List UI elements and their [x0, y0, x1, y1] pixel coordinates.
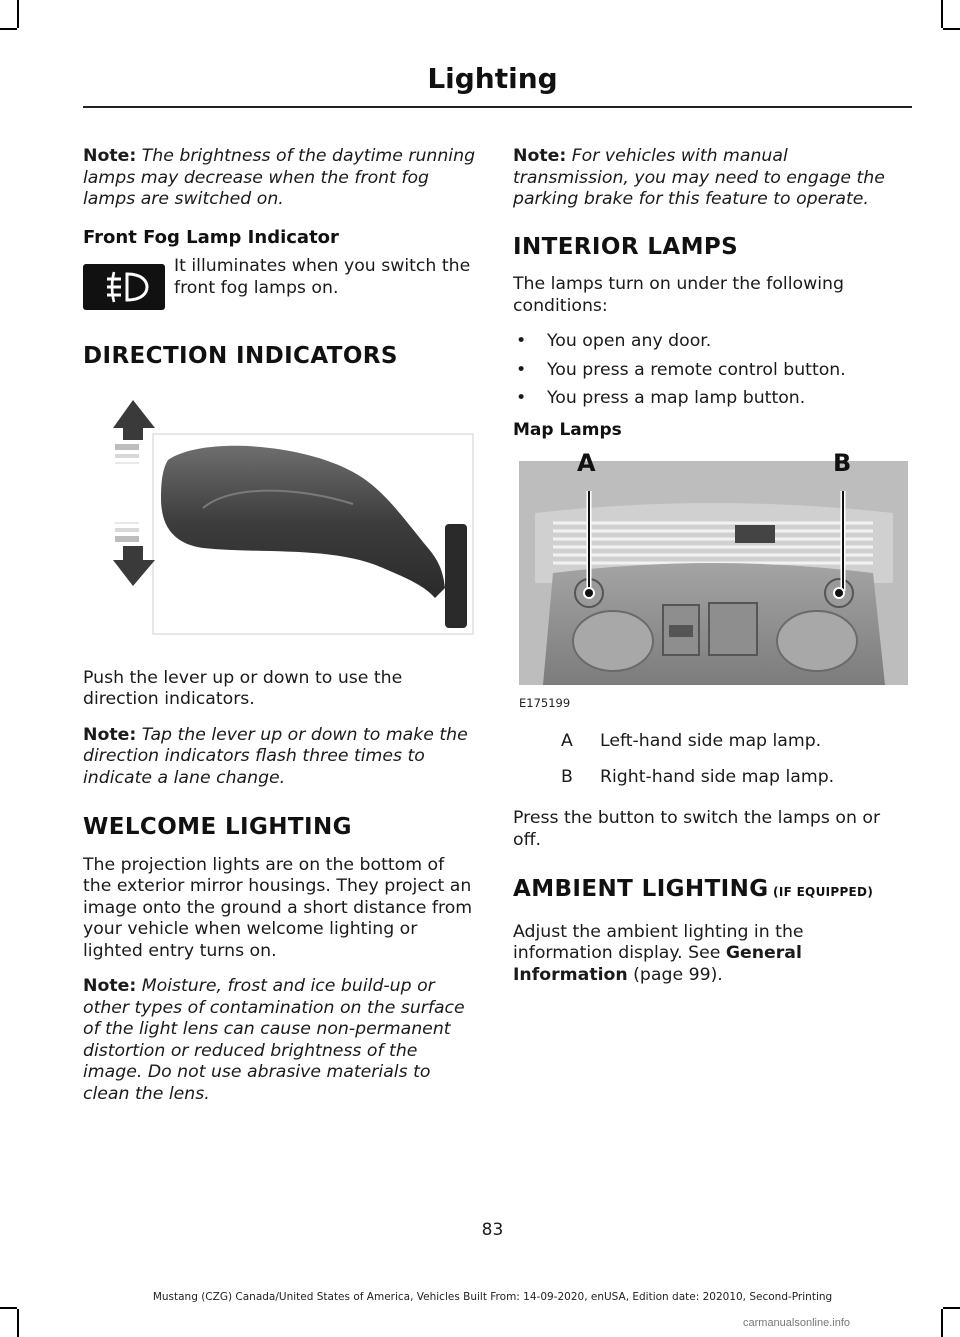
- interior-text: The lamps turn on under the following conditions:: [513, 274, 844, 316]
- crop-mark: [17, 0, 19, 28]
- note-daytime-lamps: Note: The brightness of the daytime running lamps may decrease when the front fog lamps are switched on.: [83, 146, 476, 209]
- crop-mark: [943, 1307, 960, 1309]
- figure-code: E175199: [519, 696, 571, 710]
- crop-mark: [941, 0, 943, 28]
- map-lamp-figure: [513, 449, 908, 713]
- press-text: Press the button to switch the lamps on or off.: [513, 808, 881, 850]
- conditions-list: [513, 331, 908, 410]
- crop-mark: [17, 1309, 19, 1337]
- page-number: 83: [481, 1220, 504, 1240]
- interior-lamps-heading: INTERIOR LAMPS: [513, 233, 739, 260]
- right-column: [513, 146, 908, 1000]
- front-fog-lamp-icon: [83, 264, 165, 310]
- fog-indicator-block: [83, 256, 478, 330]
- ambient-lighting-heading: AMBIENT LIGHTING (IF EQUIPPED): [513, 876, 874, 902]
- footer-info: Mustang (CZG) Canada/United States of America, Vehicles Built From: 14-09-2020, enUSA, Edition date: 202010, Second-Printing: [152, 1291, 833, 1303]
- page-title: Lighting: [427, 62, 558, 95]
- header-rule: [83, 106, 912, 108]
- left-column: [83, 146, 478, 1119]
- list-item: • You press a map lamp button.: [516, 388, 806, 408]
- legend-row: A Left-hand side map lamp.: [561, 731, 822, 751]
- note-manual-transmission: Note: For vehicles with manual transmission, you may need to engage the parking brake for this feature to operate.: [513, 146, 885, 209]
- direction-lever-figure: [83, 388, 478, 650]
- ambient-text: Adjust the ambient lighting in the information display. See General Information (page 99).: [513, 921, 804, 985]
- legend-row: B Right-hand side map lamp.: [561, 766, 835, 787]
- general-information-link[interactable]: General Information: [513, 943, 802, 985]
- callout-b: B: [833, 449, 852, 477]
- crop-mark: [0, 1307, 17, 1309]
- crop-mark: [0, 28, 17, 30]
- watermark: carmanualsonline.info: [743, 1317, 851, 1329]
- callout-a: A: [577, 449, 596, 477]
- list-item: • You press a remote control button.: [516, 359, 846, 380]
- legend: [513, 731, 908, 788]
- welcome-lighting-heading: WELCOME LIGHTING: [83, 814, 352, 840]
- crop-mark: [943, 28, 960, 30]
- note-lens: Note: Moisture, frost and ice build-up or other types of contamination on the surface of the light lens can cause non-permanent distortion or reduced brightness of the image. Do not use abrasive materials to clean the lens.: [83, 976, 465, 1104]
- crop-mark: [941, 1309, 943, 1337]
- list-item: • You open any door.: [516, 331, 712, 351]
- note-lane-change: Note: Tap the lever up or down to make the direction indicators flash three times to indicate a lane change.: [83, 724, 468, 788]
- direction-text: Push the lever up or down to use the direction indicators.: [83, 667, 403, 709]
- map-lamps-heading: Map Lamps: [513, 419, 622, 440]
- fog-indicator-text: It illuminates when you switch the front fog lamps on.: [174, 256, 471, 298]
- direction-indicators-heading: DIRECTION INDICATORS: [83, 343, 398, 369]
- welcome-text: The projection lights are on the bottom of the exterior mirror housings. They project an image onto the ground a short distance from your vehicle when welcome lighting or lighted entry turns on.: [83, 854, 473, 961]
- fog-lamp-indicator-heading: Front Fog Lamp Indicator: [83, 226, 339, 248]
